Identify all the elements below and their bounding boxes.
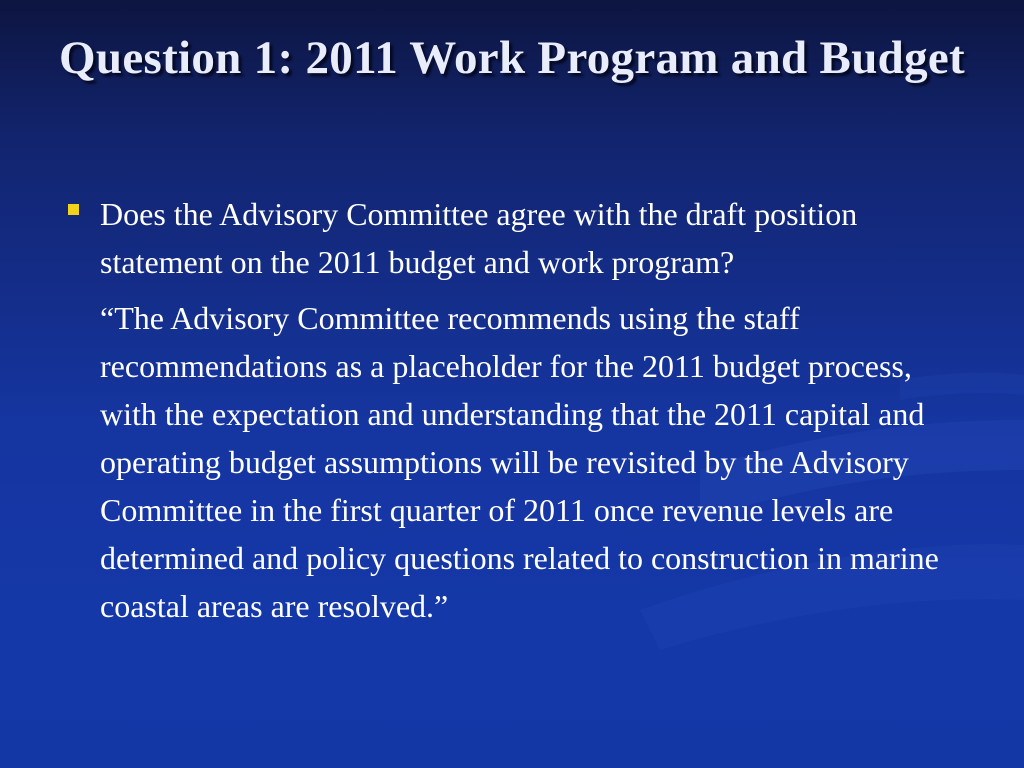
slide-title: Question 1: 2011 Work Program and Budget — [59, 32, 965, 84]
position-statement-quote: “The Advisory Committee recommends using the staff recommendations as a placeholder for the 2011 budget process, with the expectation and understanding that the 2011 capital and operating budget assumptions will be revisited by the Advisory Committee in the first quarter of 2011 once revenue levels are determined and policy questions related to construction in marine coastal areas are resolved.” — [100, 300, 939, 624]
slide-body — [60, 190, 970, 630]
bullet-item — [60, 190, 970, 286]
bullet-question-text: Does the Advisory Committee agree with the draft position statement on the 2011 budget and work program? — [100, 196, 858, 280]
square-bullet-icon — [68, 204, 79, 215]
